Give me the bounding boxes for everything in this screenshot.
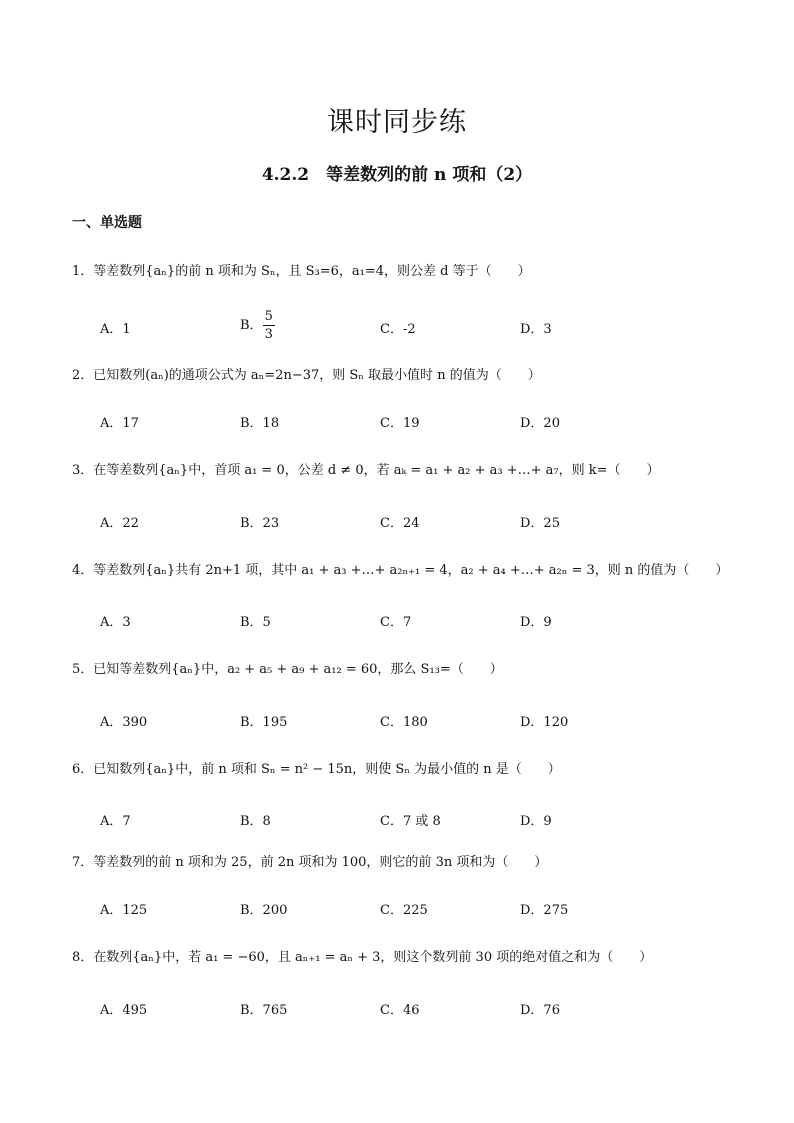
fraction-numerator: 5: [264, 309, 273, 324]
option-b: [240, 308, 275, 343]
question-3-options: [100, 512, 720, 536]
option-c: C．7 或 8: [380, 814, 441, 829]
option-c: C．7: [380, 615, 412, 630]
option-c: C．180: [380, 715, 428, 730]
option-b: B．5: [240, 615, 271, 630]
option-b-label: B．: [240, 318, 263, 333]
option-a: A．390: [100, 715, 148, 730]
option-b: B．200: [240, 903, 288, 918]
option-d: D．76: [520, 1003, 560, 1018]
option-b: B．18: [240, 416, 280, 431]
option-d: D．9: [520, 814, 552, 829]
question-1-options: [100, 309, 720, 342]
option-c: C．19: [380, 416, 420, 431]
lesson-subtitle: 4.2.2 等差数列的前 n 项和（2）: [261, 165, 533, 185]
option-a: A．17: [100, 416, 139, 431]
page-title: 课时同步练: [327, 107, 467, 138]
option-d: D．275: [520, 903, 569, 918]
option-a: A．7: [100, 814, 131, 829]
question-4-options: [100, 611, 720, 635]
fraction-denominator: 3: [264, 327, 273, 342]
option-a: A．125: [100, 903, 148, 918]
option-c: C．24: [380, 516, 420, 531]
question-8-stem: 8．在数列{aₙ}中，若 a₁ = −60，且 aₙ₊₁ = aₙ + 3，则这个数列前 30 项的绝对值之和为（ ）: [72, 950, 653, 965]
option-c: C．225: [380, 903, 428, 918]
question-5-stem: 5．已知等差数列{aₙ}中，a₂ + a₅ + a₉ + a₁₂ = 60，那么 S₁₃=（ ）: [72, 662, 503, 677]
option-c: C．-2: [380, 322, 416, 337]
question-6-stem: 6．已知数列{aₙ}中，前 n 项和 Sₙ = n² − 15n，则使 Sₙ 为最小值的 n 是（ ）: [72, 762, 561, 777]
question-3-stem: 3．在等差数列{aₙ}中，首项 a₁ = 0，公差 d ≠ 0，若 aₖ = a₁ + a₂ + a₃ +…+ a₇，则 k=（ ）: [72, 463, 660, 478]
question-6-options: [100, 810, 720, 834]
question-5-options: [100, 711, 720, 735]
option-a: A．495: [100, 1003, 148, 1018]
option-d: D．20: [520, 416, 560, 431]
option-d: D．9: [520, 615, 552, 630]
question-7-stem: 7．等差数列的前 n 项和为 25，前 2n 项和为 100，则它的前 3n 项和为（ ）: [72, 855, 548, 870]
option-d: D．3: [520, 322, 552, 337]
option-c: C．46: [380, 1003, 420, 1018]
question-2-stem: 2．已知数列(aₙ)的通项公式为 aₙ=2n−37，则 Sₙ 取最小值时 n 的值为（ ）: [72, 368, 541, 383]
option-a: A．3: [100, 615, 131, 630]
question-7-options: [100, 899, 720, 923]
option-d: D．120: [520, 715, 569, 730]
option-a: A．22: [100, 516, 139, 531]
option-b: B．23: [240, 516, 280, 531]
option-b: B．195: [240, 715, 288, 730]
option-a: A．1: [100, 322, 131, 337]
question-1-stem: 1．等差数列{aₙ}的前 n 项和为 Sₙ，且 S₃=6，a₁=4，则公差 d 等于（ ）: [72, 264, 531, 279]
section-heading: 一、单选题: [72, 215, 142, 231]
option-b: B．765: [240, 1003, 288, 1018]
question-4-stem: 4．等差数列{aₙ}共有 2n+1 项，其中 a₁ + a₃ +…+ a₂ₙ₊₁ = 4，a₂ + a₄ +…+ a₂ₙ = 3，则 n 的值为（ ）: [72, 563, 729, 578]
question-8-options: [100, 999, 720, 1023]
option-b: B．8: [240, 814, 271, 829]
option-d: D．25: [520, 516, 560, 531]
fraction: [263, 308, 275, 343]
question-2-options: [100, 412, 720, 436]
